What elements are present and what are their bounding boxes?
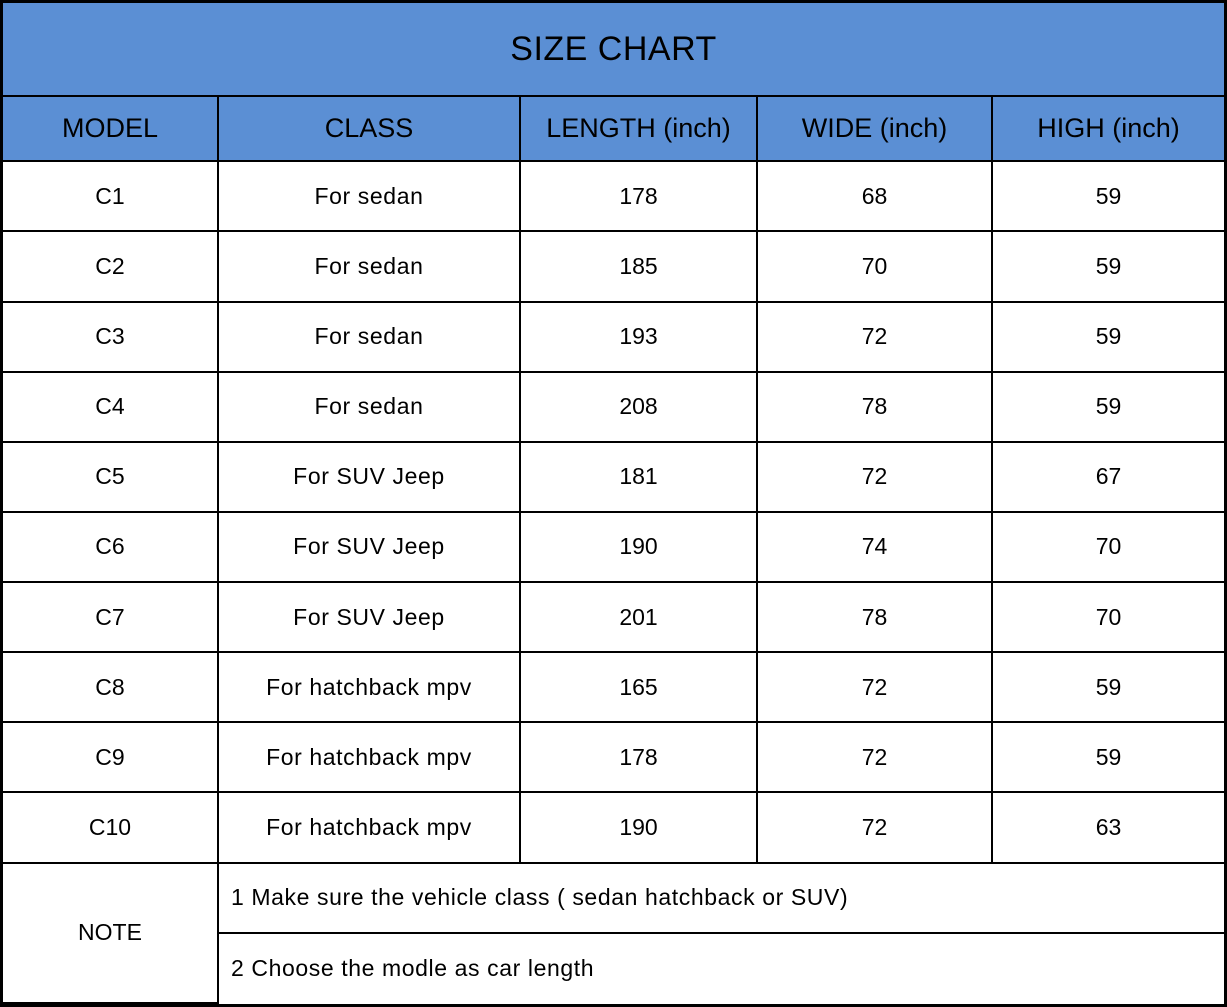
table-row [3, 792, 1224, 862]
cell-length: 201 [520, 582, 757, 652]
cell-model: C7 [3, 582, 218, 652]
cell-length: 190 [520, 512, 757, 582]
cell-class: For SUV Jeep [218, 442, 520, 512]
cell-length: 190 [520, 792, 757, 862]
cell-class: For SUV Jeep [218, 582, 520, 652]
cell-wide: 78 [757, 372, 992, 442]
cell-high: 59 [992, 722, 1224, 792]
size-chart [3, 3, 1224, 1004]
table-row [3, 442, 1224, 512]
cell-high: 59 [992, 302, 1224, 372]
cell-class: For hatchback mpv [218, 722, 520, 792]
table-row [3, 512, 1224, 582]
cell-wide: 72 [757, 302, 992, 372]
cell-high: 59 [992, 652, 1224, 722]
cell-length: 165 [520, 652, 757, 722]
cell-wide: 78 [757, 582, 992, 652]
cell-high: 63 [992, 792, 1224, 862]
cell-length: 181 [520, 442, 757, 512]
column-header-class: CLASS [218, 96, 520, 161]
cell-length: 208 [520, 372, 757, 442]
cell-length: 178 [520, 722, 757, 792]
cell-high: 59 [992, 161, 1224, 231]
table-row [3, 231, 1224, 301]
cell-wide: 68 [757, 161, 992, 231]
cell-high: 59 [992, 372, 1224, 442]
cell-class: For hatchback mpv [218, 652, 520, 722]
table-row [3, 582, 1224, 652]
table-row [3, 302, 1224, 372]
cell-high: 70 [992, 582, 1224, 652]
cell-high: 70 [992, 512, 1224, 582]
cell-model: C1 [3, 161, 218, 231]
cell-wide: 72 [757, 722, 992, 792]
cell-wide: 72 [757, 652, 992, 722]
note-text-2: 2 Choose the modle as car length [218, 933, 1224, 1003]
cell-wide: 72 [757, 792, 992, 862]
table-row [3, 161, 1224, 231]
cell-model: C8 [3, 652, 218, 722]
cell-class: For hatchback mpv [218, 792, 520, 862]
cell-class: For sedan [218, 161, 520, 231]
cell-model: C2 [3, 231, 218, 301]
column-header-high: HIGH (inch) [992, 96, 1224, 161]
cell-length: 185 [520, 231, 757, 301]
note-text-1: 1 Make sure the vehicle class ( sedan hatchback or SUV) [218, 863, 1224, 933]
cell-model: C3 [3, 302, 218, 372]
cell-wide: 74 [757, 512, 992, 582]
note-label: NOTE [3, 863, 218, 1003]
cell-class: For sedan [218, 231, 520, 301]
table-row [3, 652, 1224, 722]
cell-high: 59 [992, 231, 1224, 301]
cell-wide: 72 [757, 442, 992, 512]
column-header-length: LENGTH (inch) [520, 96, 757, 161]
cell-length: 178 [520, 161, 757, 231]
table-row [3, 722, 1224, 792]
cell-class: For sedan [218, 302, 520, 372]
cell-wide: 70 [757, 231, 992, 301]
cell-model: C10 [3, 792, 218, 862]
cell-model: C4 [3, 372, 218, 442]
cell-length: 193 [520, 302, 757, 372]
table-row [3, 372, 1224, 442]
cell-class: For sedan [218, 372, 520, 442]
column-header-row [3, 96, 1224, 161]
cell-model: C5 [3, 442, 218, 512]
chart-title: SIZE CHART [3, 3, 1224, 96]
cell-class: For SUV Jeep [218, 512, 520, 582]
column-header-model: MODEL [3, 96, 218, 161]
note-row-first [3, 863, 1224, 933]
cell-model: C6 [3, 512, 218, 582]
cell-high: 67 [992, 442, 1224, 512]
chart-title-row [3, 3, 1224, 96]
cell-model: C9 [3, 722, 218, 792]
column-header-wide: WIDE (inch) [757, 96, 992, 161]
